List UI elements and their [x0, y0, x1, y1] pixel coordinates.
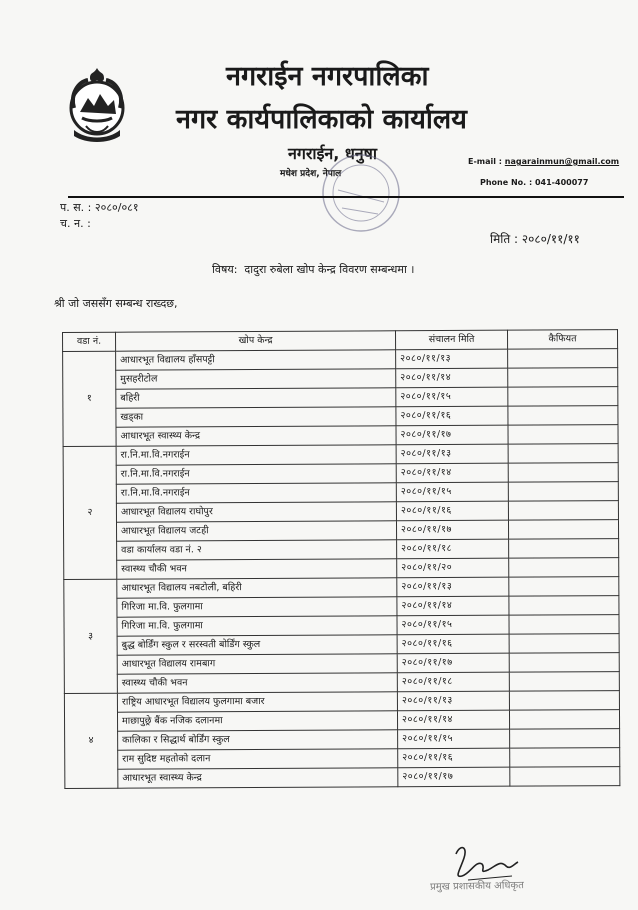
remarks-cell [509, 596, 619, 616]
remarks-cell [509, 539, 619, 559]
vaccination-center: रा.नि.मा.वि.नगराईन [116, 464, 396, 484]
subject-line [212, 262, 414, 277]
subject-label: विषय: [212, 263, 238, 276]
email-label: E-mail : [468, 157, 502, 166]
office-subtitle: नगर कार्यपालिकाको कार्यालय [176, 104, 467, 135]
header-center: खोप केन्द्र [116, 331, 396, 351]
remarks-cell [508, 387, 618, 407]
operation-date: २०८०/११/१६ [398, 748, 510, 768]
table-body [63, 349, 620, 789]
operation-date: २०८०/११/१७ [396, 425, 508, 445]
remarks-cell [510, 767, 620, 787]
vaccination-center: राष्ट्रिय आधारभूत विद्यालय फुलगामा बजार [117, 692, 397, 712]
header-divider [68, 196, 624, 198]
remarks-cell [510, 748, 620, 768]
remarks-cell [509, 710, 619, 730]
ward-number: १ [63, 351, 116, 446]
remarks-cell [509, 653, 619, 673]
vaccination-center: आधारभूत विद्यालय हाँसपट्टी [116, 350, 396, 370]
letter-date: मिति : २०८०/११/११ [490, 232, 580, 246]
operation-date: २०८०/११/१५ [397, 615, 509, 635]
remarks-cell [508, 444, 618, 464]
operation-date: २०८०/११/१५ [396, 482, 508, 502]
vaccination-center: खड्का [116, 407, 396, 427]
remarks-cell [508, 406, 618, 426]
operation-date: २०८०/११/१८ [397, 539, 509, 559]
operation-date: २०८०/११/१३ [396, 444, 508, 464]
phone-line [480, 178, 588, 187]
remarks-cell [509, 634, 619, 654]
operation-date: २०८०/११/१३ [397, 577, 509, 597]
vaccination-center: माछापुछ्रे बैंक नजिक दलानमा [117, 711, 397, 731]
vaccination-center: आधारभूत विद्यालय रामबाग [117, 654, 397, 674]
vaccination-center: आधारभूत विद्यालय जटही [116, 521, 396, 541]
signatory-stamp: प्रमुख प्रशासकीय अधिकृत [429, 880, 525, 893]
vaccination-center: कालिका र सिद्धार्थ बोर्डिंग स्कुल [118, 730, 398, 750]
remarks-cell [509, 672, 619, 692]
ward-number: ४ [64, 693, 117, 788]
operation-date: २०८०/११/१७ [398, 767, 510, 787]
remarks-cell [509, 615, 619, 635]
operation-date: २०८०/११/१४ [396, 368, 508, 388]
operation-date: २०८०/११/१४ [396, 463, 508, 483]
operation-date: २०८०/११/१४ [397, 596, 509, 616]
reference-number: प. स. : २०८०/०८१ [60, 201, 139, 214]
operation-date: २०८०/११/१५ [396, 387, 508, 407]
vaccination-center: आधारभूत विद्यालय नबटोली, बहिरी [117, 578, 397, 598]
operation-date: २०८०/११/२० [397, 558, 509, 578]
office-province: मधेश प्रदेश, नेपाल [280, 169, 342, 179]
remarks-cell [509, 558, 619, 578]
operation-date: २०८०/११/१६ [396, 406, 508, 426]
vaccination-center: मुसहरीटोल [116, 369, 396, 389]
vaccination-center: राम सुदिष्ट महतोको दलान [118, 749, 398, 769]
remarks-cell [508, 349, 618, 369]
remarks-cell [508, 501, 618, 521]
operation-date: २०८०/११/१६ [397, 634, 509, 654]
operation-date: २०८०/११/१३ [396, 349, 508, 369]
header-ward: वडा नं. [63, 332, 116, 351]
table-row [65, 767, 620, 789]
vaccination-center: स्वास्थ्य चौकी भवन [117, 673, 397, 693]
phone-number: 041-400077 [534, 178, 589, 187]
salutation: श्री जो जससँग सम्बन्ध राख्दछ, [54, 297, 178, 310]
header-date: संचालन मिति [395, 330, 507, 350]
vaccination-center: बुद्ध बोर्डिंग स्कुल र सरस्वती बोर्डिंग स्कुल [117, 635, 397, 655]
operation-date: २०८०/११/१६ [396, 501, 508, 521]
header-remarks: कैफियत [507, 330, 617, 350]
remarks-cell [509, 577, 619, 597]
vaccination-center: वडा कार्यालय वडा नं. २ [117, 540, 397, 560]
operation-date: २०८०/११/१७ [397, 653, 509, 673]
ward-number: २ [63, 446, 117, 579]
nepal-emblem-icon [66, 64, 128, 144]
ward-number: ३ [64, 579, 118, 693]
operation-date: २०८०/११/१४ [397, 710, 509, 730]
vaccination-center: आधारभूत स्वास्थ्य केन्द्र [118, 768, 398, 788]
operation-date: २०८०/११/१३ [397, 691, 509, 711]
remarks-cell [508, 368, 618, 388]
vaccination-center: आधारभूत स्वास्थ्य केन्द्र [116, 426, 396, 446]
subject-text: दादुरा रुबेला खोप केन्द्र विवरण सम्बन्धमा । [244, 263, 415, 276]
remarks-cell [508, 520, 618, 540]
office-seal-icon [318, 150, 404, 236]
email-line [468, 157, 619, 166]
vaccination-center: स्वास्थ्य चौकी भवन [117, 559, 397, 579]
vaccination-center: गिरिजा मा.वि. फुलगामा [117, 616, 397, 636]
vaccination-center: गिरिजा मा.वि. फुलगामा [117, 597, 397, 617]
email-address[interactable]: nagarainmun@gmail.com [504, 157, 620, 166]
operation-date: २०८०/११/१५ [398, 729, 510, 749]
remarks-cell [509, 691, 619, 711]
vaccination-center: आधारभूत विद्यालय राघोपुर [116, 502, 396, 522]
remarks-cell [508, 482, 618, 502]
vaccination-center: बहिरी [116, 388, 396, 408]
remarks-cell [508, 425, 618, 445]
dispatch-number: च. न. : [60, 217, 91, 230]
office-location: नगराईन, धनुषा [288, 144, 378, 163]
remarks-cell [508, 463, 618, 483]
operation-date: २०८०/११/१७ [396, 520, 508, 540]
vaccination-center: रा.नि.मा.वि.नगराईन [116, 483, 396, 503]
vaccination-schedule-table [62, 329, 620, 789]
operation-date: २०८०/११/१८ [397, 672, 509, 692]
remarks-cell [510, 729, 620, 749]
vaccination-center: रा.नि.मा.वि.नगराईन [116, 445, 396, 465]
phone-label: Phone No. : [480, 178, 533, 187]
office-name: नगराईन नगरपालिका [226, 61, 429, 92]
